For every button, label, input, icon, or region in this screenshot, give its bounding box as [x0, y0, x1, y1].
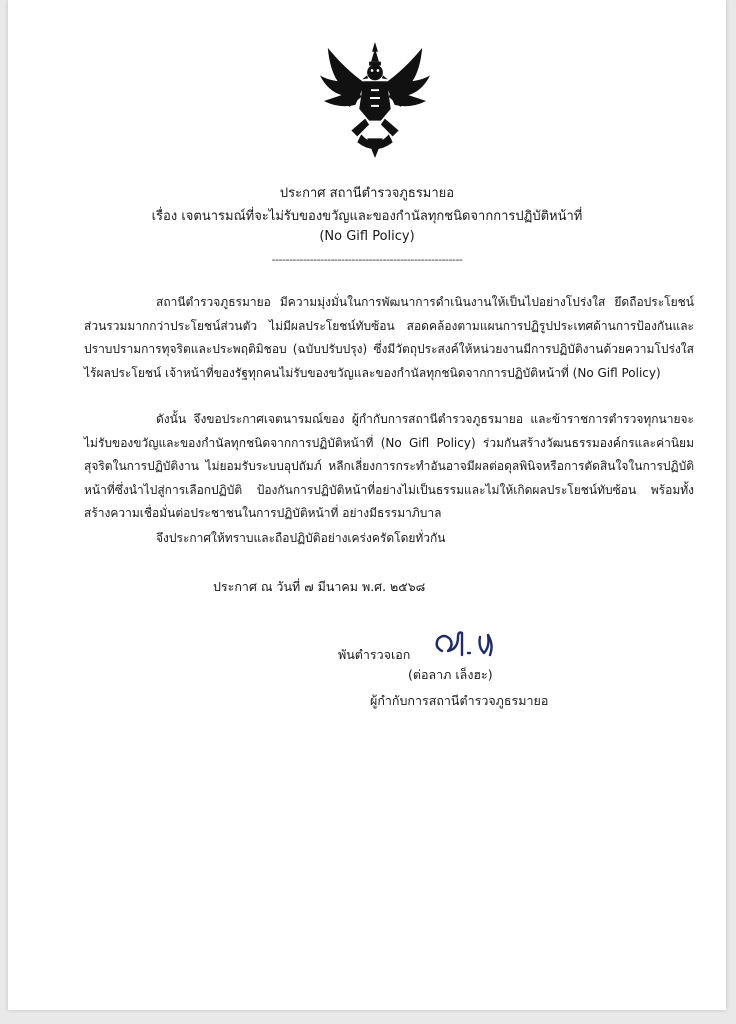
document-page: [8, 0, 726, 1010]
announcement-title: ประกาศ สถานีตำรวจภูธรมายอ: [279, 186, 455, 201]
announcement-date: ประกาศ ณ วันที่ ๗ มีนาคม พ.ศ. ๒๕๖๘: [213, 579, 426, 594]
body-paragraph-2: ดังนั้น จึงขอประกาศเจตนารมณ์ของ ผู้กำกับการสถานีตำรวจภูธรมายอ และข้าราชการตำรวจทุกนายจะไม่รับของขวัญและของกำนัลทุกชนิดจากการปฏิบัติหน้าที่ (No Gifl Policy) ร่วมกันสร้างวัฒนธรรมองค์กรและค่านิยมสุจริตในการปฏิบัติงาน ไม่ยอมรับระบบอุปถัมภ์ หลีกเลี่ยงการกระทำอันอาจมีผลต่อดุลพินิจหรือการตัดสินใจในการปฏิบัติหน้าที่ซึ่งนำไปสู่การเลือกปฏิบัติ ป้องกันการปฏิบัติหน้าที่อย่างไม่เป็นธรรมและไม่ให้เกิดผลประโยชน์ทับซ้อน พร้อมทั้งสร้างความเชื่อมั่นต่อประชาชนในการปฏิบัติหน้าที่ อย่างมีธรรมาภิบาล: [84, 412, 694, 520]
signatory-name: (ต่อลาภ เล็งฮะ): [408, 667, 493, 682]
announcement-subject: เรื่อง เจตนารมณ์ที่จะไม่รับของขวัญและของกำนัลทุกชนิดจากการปฏิบัติหน้าที่: [151, 209, 583, 224]
policy-name: (No Gifl Policy): [319, 229, 415, 244]
body-paragraph-1: สถานีตำรวจภูธรมายอ มีความมุ่งมั่นในการพัฒนาการดำเนินงานให้เป็นไปอย่างโปร่งใส ยึดถือประโยชน์ส่วนรวมมากกว่าประโยชน์ส่วนตัว ไม่มีผลประโยชน์ทับซ้อน สอดคล้องตามแผนการปฏิรูปประเทศด้านการป้องกันและปราบปรามการทุจริตและประพฤติมิชอบ (ฉบับปรับปรุง) ซึ่งมีวัตถุประสงค์ให้หน่วยงานมีการปฏิบัติงานด้วยความโปร่งใส ไร้ผลประโยชน์ เจ้าหน้าที่ของรัฐทุกคนไม่รับของขวัญและของกำนัลทุกชนิดจากการปฏิบัติหน้าที่ (No Gifl Policy): [84, 295, 694, 380]
garuda-emblem-icon: [316, 40, 434, 158]
handwritten-signature: [428, 625, 508, 665]
signatory-position: ผู้กำกับการสถานีตำรวจภูธรมายอ: [370, 693, 549, 708]
signatory-rank: พันตำรวจเอก: [338, 647, 411, 662]
header-divider: -------------------------------------------------------: [271, 253, 463, 266]
body-paragraph-3: จึงประกาศให้ทราบและถือปฏิบัติอย่างเคร่งครัดโดยทั่วกัน: [156, 531, 446, 545]
